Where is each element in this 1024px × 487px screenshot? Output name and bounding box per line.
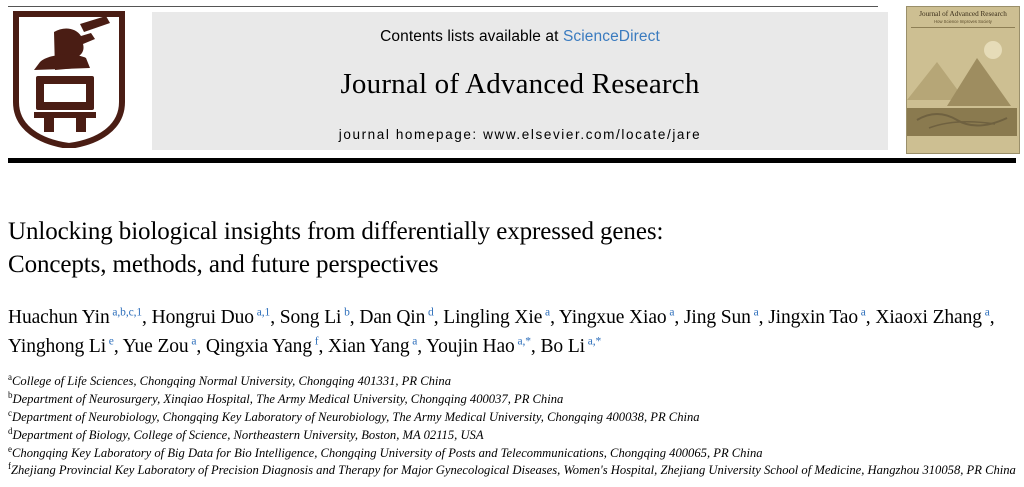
author-name[interactable]: Huachun Yin <box>8 306 110 328</box>
author-affiliation-mark[interactable]: a,b,c,1 <box>109 306 143 318</box>
masthead-bottom-rule <box>8 158 1016 163</box>
affiliation-row <box>8 462 1016 480</box>
author-affiliation-mark[interactable]: d <box>425 306 434 318</box>
cover-title: Journal of Advanced Research <box>919 10 1007 18</box>
author-name[interactable]: Yingxue Xiao <box>558 306 667 328</box>
author-name[interactable]: Yinghong Li <box>8 335 107 357</box>
author-affiliation-mark[interactable]: b <box>341 306 350 318</box>
author-name[interactable]: Qingxia Yang <box>205 335 312 357</box>
elsevier-tree-logo-icon <box>10 10 128 148</box>
journal-banner <box>152 12 888 150</box>
author-affiliation-mark[interactable]: a <box>542 306 551 318</box>
affiliation-mark: a <box>8 371 12 382</box>
author-affiliation-mark[interactable]: f <box>311 335 319 348</box>
affiliation-row <box>8 427 1016 445</box>
affiliation-mark: c <box>8 407 12 418</box>
sciencedirect-link[interactable]: ScienceDirect <box>562 28 660 45</box>
cover-subtitle: How Science Improves Society <box>934 19 992 25</box>
author-affiliation-mark[interactable]: a,* <box>584 335 602 348</box>
article-header <box>8 215 1016 480</box>
affiliation-row <box>8 373 1016 391</box>
author-affiliation-mark[interactable]: a,1 <box>253 306 271 318</box>
affiliation-mark: d <box>8 425 13 436</box>
author-affiliation-mark[interactable]: a <box>858 306 866 318</box>
author-name[interactable]: Jingxin Tao <box>768 306 858 328</box>
journal-cover-thumbnail <box>906 6 1020 154</box>
author-name[interactable]: Bo Li <box>540 335 585 357</box>
journal-title: Journal of Advanced Research <box>340 68 700 100</box>
author-name[interactable]: Hongrui Duo <box>151 306 254 328</box>
author-affiliation-mark[interactable]: e <box>106 335 114 348</box>
author-affiliation-mark[interactable]: a <box>981 306 990 318</box>
affiliation-text: College of Life Sciences, Chongqing Normal University, Chongqing 401331, PR China <box>12 374 452 388</box>
author-affiliation-mark[interactable]: a <box>666 306 675 318</box>
author-name[interactable]: Dan Qin <box>359 306 426 328</box>
author-name[interactable]: Song Li <box>279 306 342 328</box>
journal-homepage[interactable]: journal homepage: www.elsevier.com/locate/jare <box>338 127 702 142</box>
author-name[interactable]: Youjin Hao <box>426 335 515 357</box>
article-title-line-2: Concepts, methods, and future perspectives <box>8 251 439 279</box>
author-name[interactable]: Jing Sun <box>683 306 751 328</box>
affiliation-mark: e <box>8 443 12 454</box>
author-name[interactable]: Lingling Xie <box>443 306 543 328</box>
affiliation-row <box>8 409 1016 427</box>
contents-prefix: Contents lists available at <box>380 28 563 45</box>
author-name[interactable]: Yue Zou <box>122 335 189 357</box>
contents-line <box>152 28 888 46</box>
author-affiliation-mark[interactable]: a <box>188 335 197 348</box>
affiliation-list <box>8 373 1016 480</box>
masthead-top-rule <box>8 6 878 7</box>
affiliation-row <box>8 391 1016 409</box>
affiliation-mark: f <box>8 461 11 472</box>
article-title <box>8 215 1016 282</box>
journal-masthead <box>0 0 1024 152</box>
affiliation-text: Department of Biology, College of Science, Northeastern University, Boston, MA 02115, USA <box>12 427 484 442</box>
author-affiliation-mark[interactable]: a,* <box>514 335 531 348</box>
author-list: Huachun Yin $^{a,b,c,1}$, Hongrui Duo $^{a,1}$, Song Li $^b$, Dan Qin $^d$, Lingling Xie $^a$, Yingxue Xiao $^a$, Jing Sun $^a$, Jingxin Tao $^a$, Xiaoxi Zhang $^a$, Yinghong Li $^e$, Yue Zou $^a$, Qingxia Yang $^f$, Xian Yang $^a$, Youjin Hao $^{a,*}$, Bo Li $^{a,*}$ <box>8 306 995 357</box>
affiliation-text: Department of Neurosurgery, Xinqiao Hospital, The Army Medical University, Chongqing 400037, PR China <box>12 391 564 406</box>
affiliation-row <box>8 445 1016 463</box>
affiliation-text: Chongqing Key Laboratory of Big Data for Bio Intelligence, Chongqing University of Posts and Telecommunications, Chongqing 400065, PR China <box>12 445 763 460</box>
cover-artwork-icon <box>907 28 1019 136</box>
author-affiliation-mark[interactable]: a <box>409 335 418 348</box>
author-name[interactable]: Xiaoxi Zhang <box>875 306 982 328</box>
author-affiliation-mark[interactable]: a <box>750 306 759 318</box>
author-name[interactable]: Xian Yang <box>328 335 410 357</box>
affiliation-text: Zhejiang Provincial Key Laboratory of Precision Diagnosis and Therapy for Major Gynecological Diseases, Women's Hospital, Zhejiang University School of Medicine, Hangzhou 310058, PR China <box>11 463 1016 478</box>
affiliation-text: Department of Neurobiology, Chongqing Key Laboratory of Neurobiology, The Army Medical University, Chongqing 400038, PR China <box>12 409 700 424</box>
affiliation-mark: b <box>8 389 13 400</box>
article-title-line-1: Unlocking biological insights from differentially expressed genes: <box>8 218 664 245</box>
